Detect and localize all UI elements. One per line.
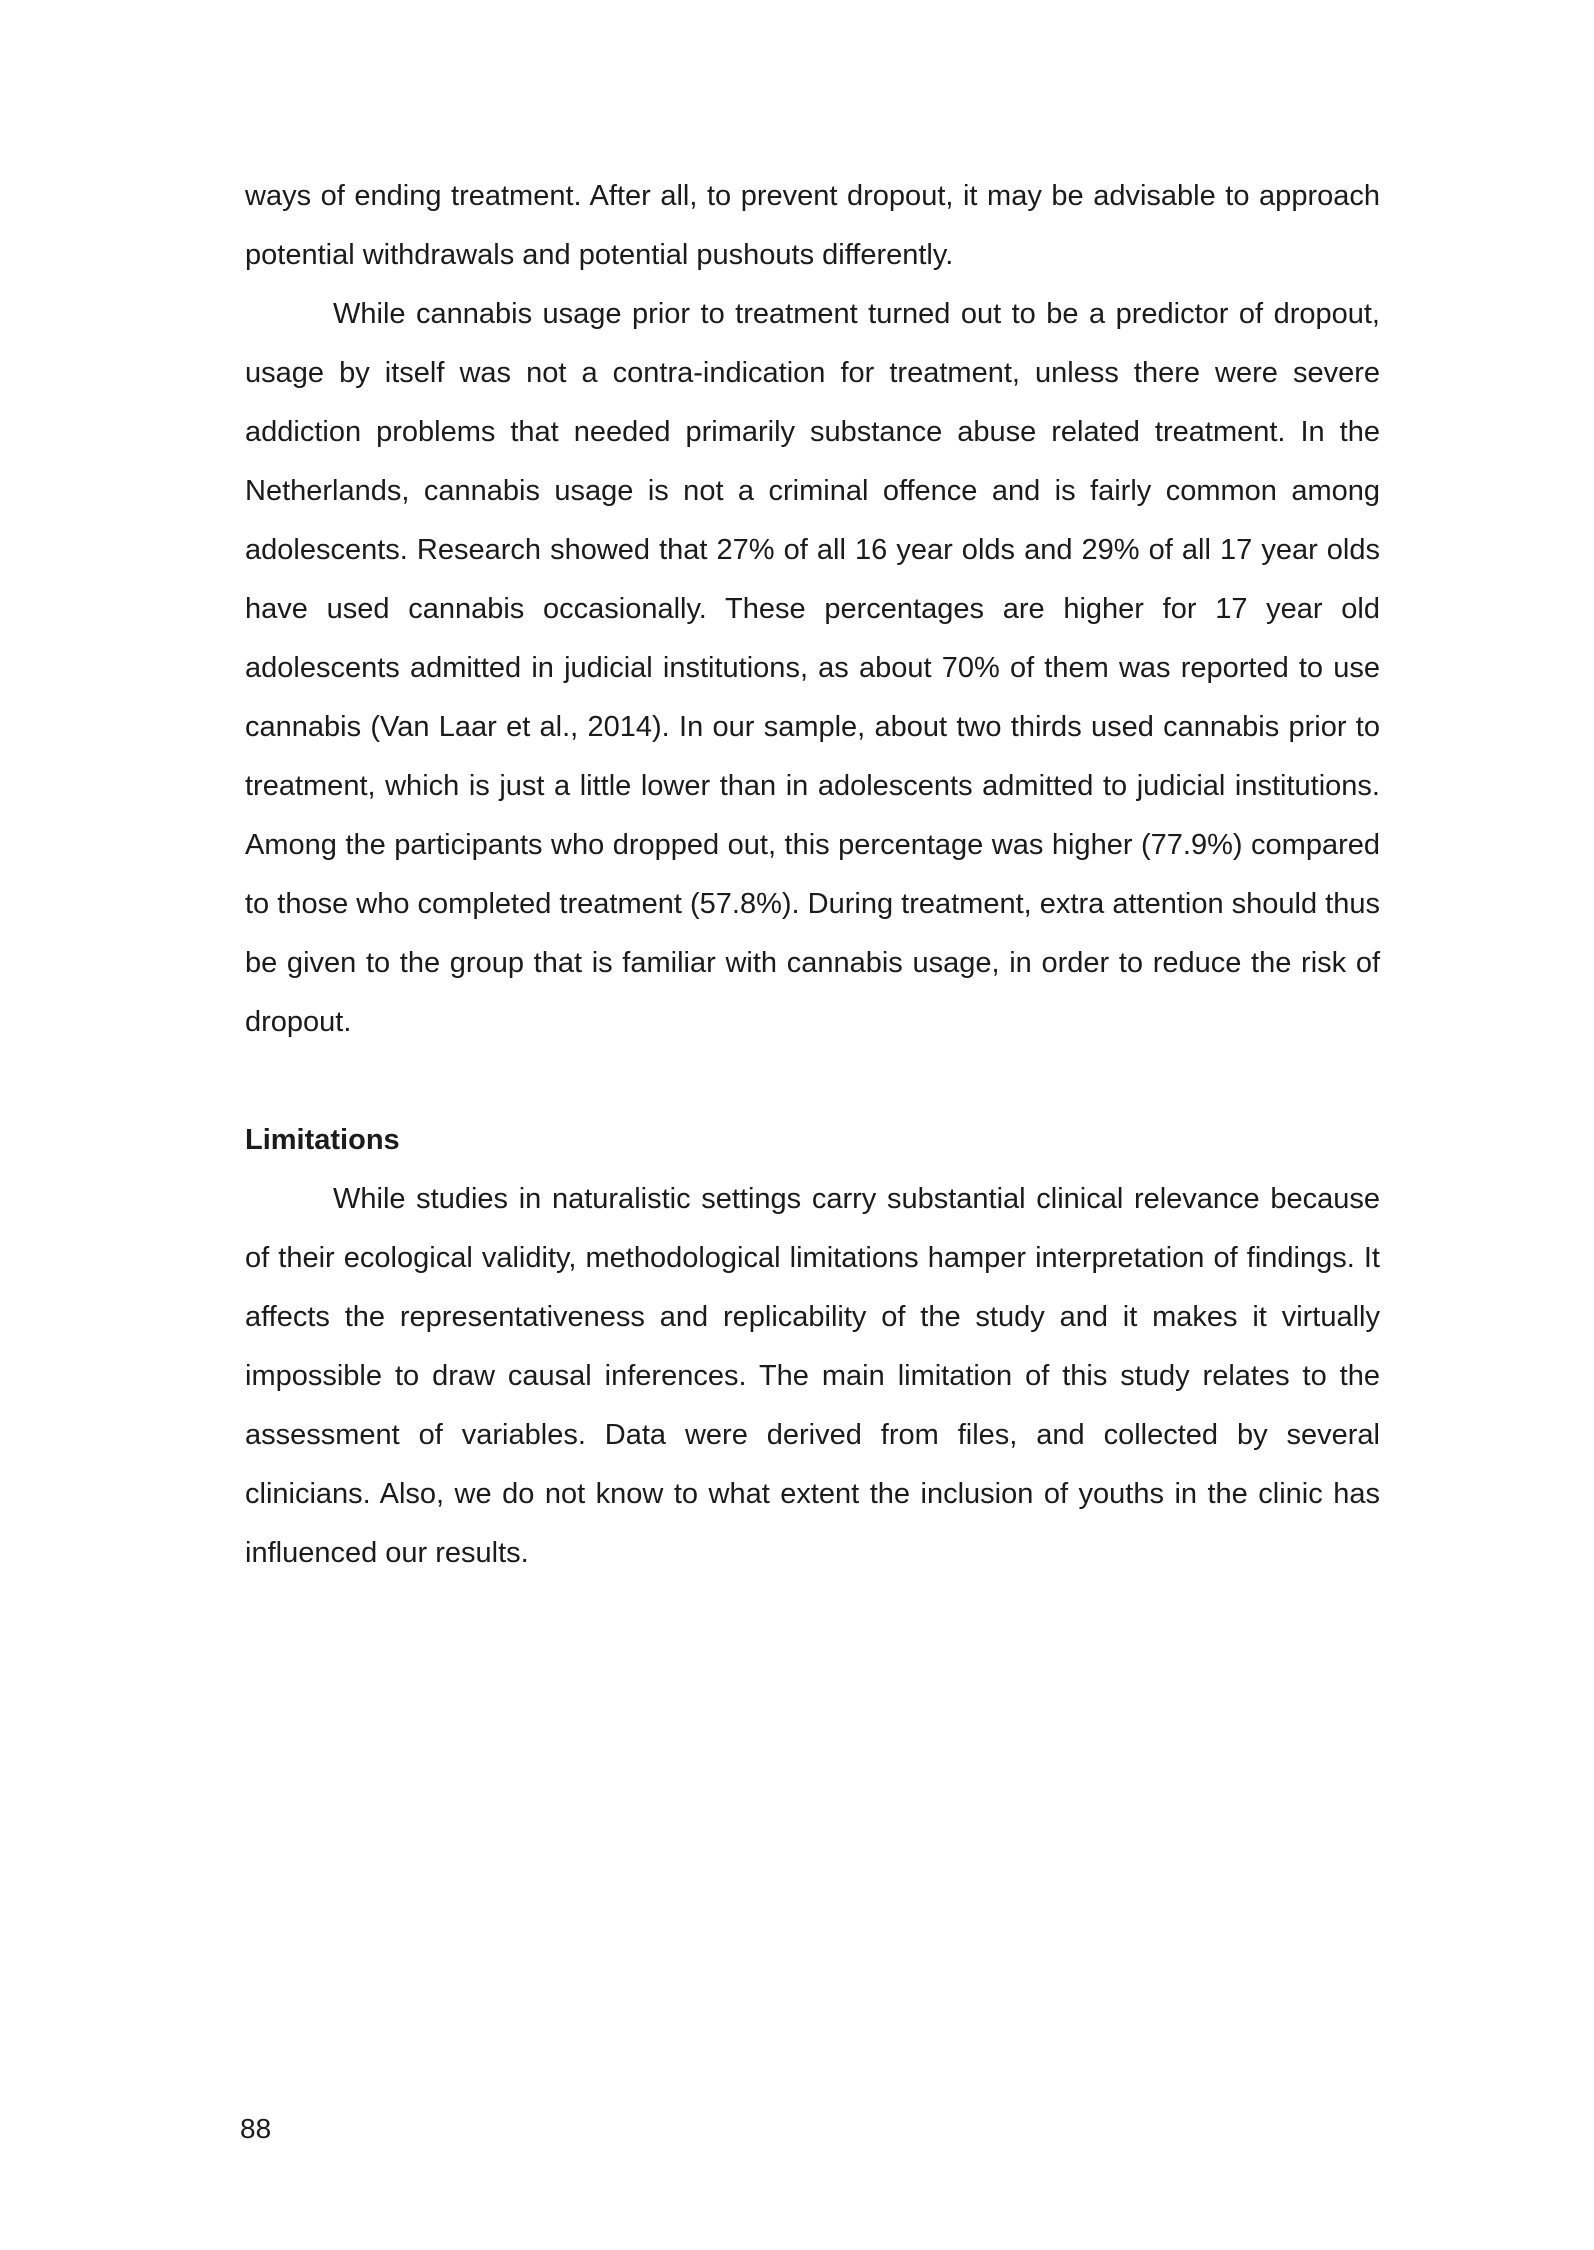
- paragraph-limitations: While studies in naturalistic settings carry substantial clinical relevance because of their ecological validity, methodological limitations hamper interpretation of findings. It affects the representativeness and replicability of the study and it makes it virtually impossible to draw causal inferences. The main limitation of this study relates to the assessment of variables. Data were derived from files, and collected by several clinicians. Also, we do not know to what extent the inclusion of youths in the clinic has influenced our results.: [245, 1183, 1380, 1569]
- paragraph-continuation: ways of ending treatment. After all, to prevent dropout, it may be advisable to approach potential withdrawals and potential pushouts differently.: [245, 180, 1380, 271]
- page-number: 88: [240, 2113, 272, 2144]
- paragraph-cannabis-discussion: While cannabis usage prior to treatment turned out to be a predictor of dropout, usage by itself was not a contra-indication for treatment, unless there were severe addiction problems that needed primarily substance abuse related treatment. In the Netherlands, cannabis usage is not a criminal offence and is fairly common among adolescents. Research showed that 27% of all 16 year olds and 29% of all 17 year olds have used cannabis occasionally. These percentages are higher for 17 year old adolescents admitted in judicial institutions, as about 70% of them was reported to use cannabis (Van Laar et al., 2014). In our sample, about two thirds used cannabis prior to treatment, which is just a little lower than in adolescents admitted to judicial institutions. Among the participants who dropped out, this percentage was higher (77.9%) compared to those who completed treatment (57.8%). During treatment, extra attention should thus be given to the group that is familiar with cannabis usage, in order to reduce the risk of dropout.: [245, 298, 1380, 1038]
- body-text: [245, 167, 1380, 1583]
- section-heading-limitations: Limitations: [245, 1124, 400, 1156]
